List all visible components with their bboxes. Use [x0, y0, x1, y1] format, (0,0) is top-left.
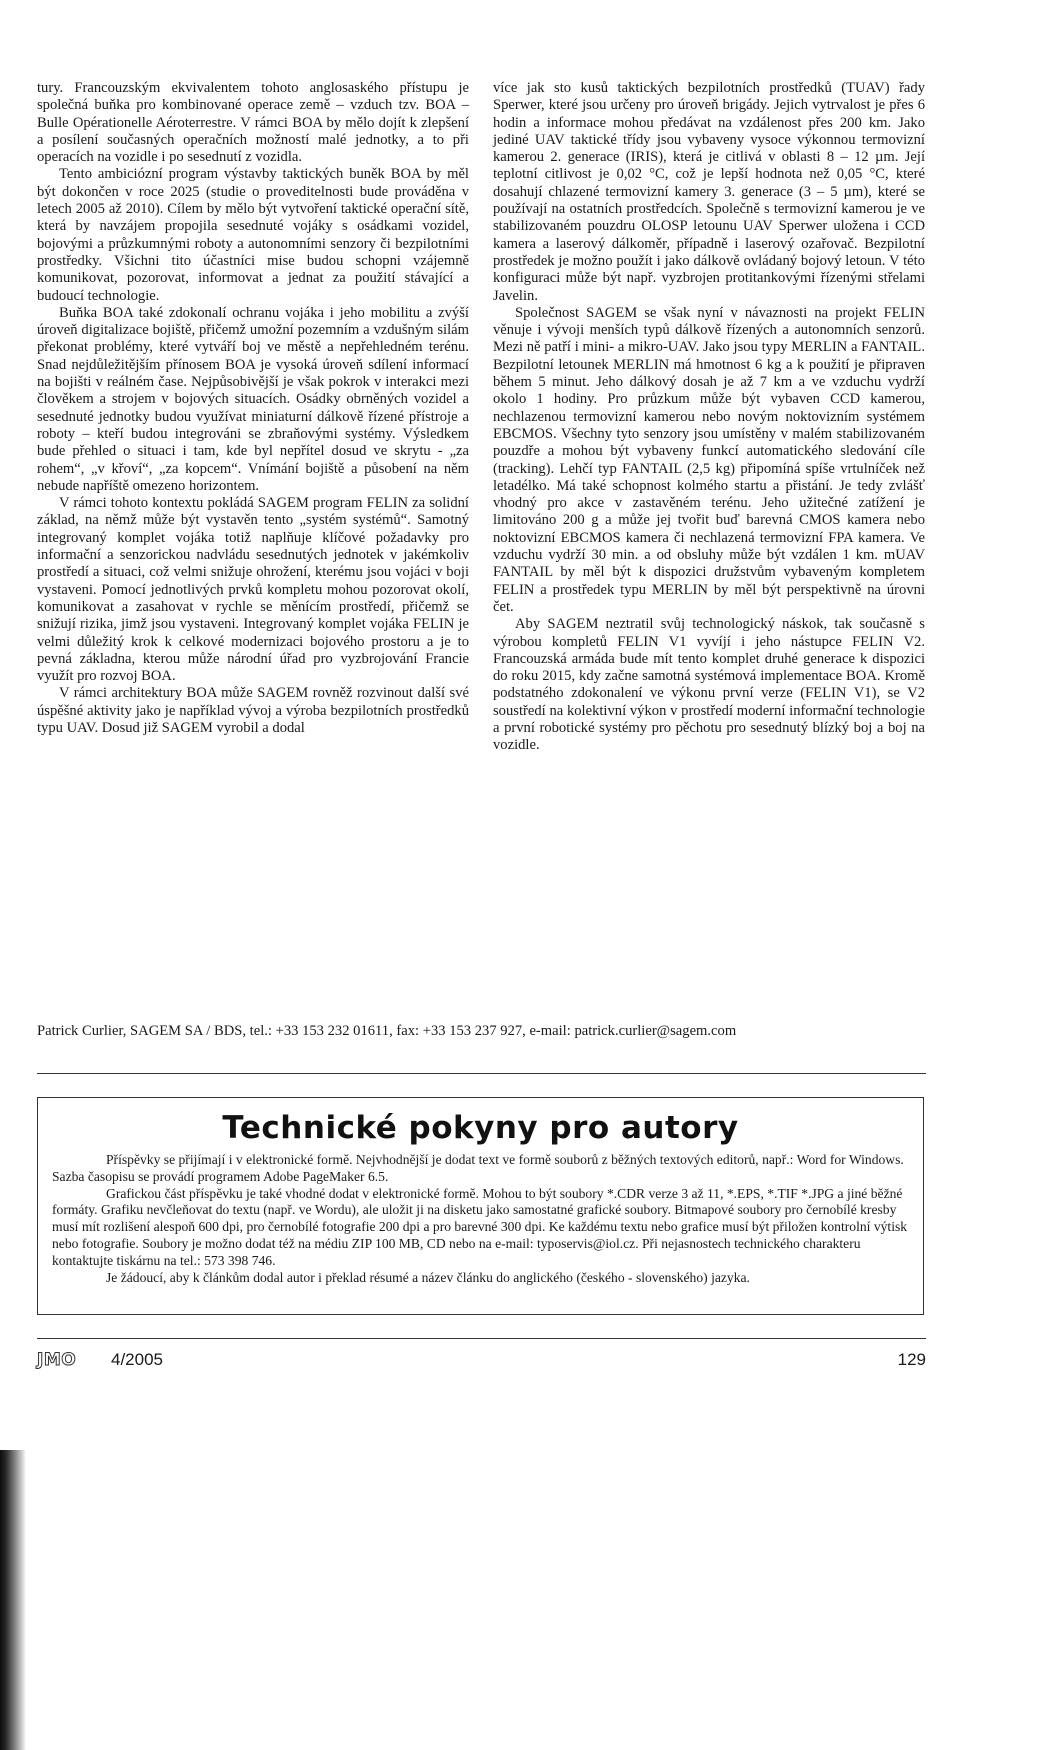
divider-bottom — [37, 1338, 926, 1339]
page-footer — [37, 1350, 926, 1374]
box-paragraph: Grafickou část příspěvku je také vhodné dodat v elektronické formě. Mohou to být soubory *.CDR verze 3 až 11, *.EPS, *.TIF *.JPG a jiné běžné formáty. Grafiku nevčleňovat do textu (např. ve Wordu), ale uložit ji na disketu jako samostatné grafické soubory. Bitmapové soubory pro černobílé kresby musí mít rozlišení alespoň 600 dpi, pro černobílé fotografie 200 dpi a pro barevné 300 dpi. Ke každému textu nebo grafice musí být přiložen kontrolní výtisk nebo fotografie. Soubory je možno dodat též na médiu ZIP 100 MB, CD nebo na e-mail: typoservis@iol.cz. Při nejasnostech technického charakteru kontaktujte tiskárnu na tel.: 573 398 746. — [52, 1185, 908, 1268]
scan-edge-shadow — [0, 1450, 26, 1750]
right-column — [493, 80, 925, 820]
box-title: Technické pokyny pro autory — [222, 1110, 739, 1146]
paragraph: Společnost SAGEM se však nyní v návaznosti na projekt FELIN věnuje i vývoji menších typů dálkově řízených a autonomních senzorů. Mezi ně patří i mini- a mikro-UAV. Jako jsou typy MERLIN a FANTAIL. Bezpilotní letounek MERLIN má hmotnost 6 kg a k použití je připraven během 5 minut. Jeho dálkový dosah je až 7 km a ve vzduchu vydrží okolo 1 hodiny. Pro průzkum může být vybaven CCD kamerou, nechlazenou termovizní kamerou nebo novým noktovizním systémem EBCMOS. Všechny tyto senzory jsou umístěny v malém stabilizovaném pouzdře a mohou být vybaveny funkcí automatického sledování cíle (tracking). Lehčí typ FANTAIL (2,5 kg) připomíná spíše vrtulníček než letadélko. Má také schopnost kolmého startu a přistání. Je tedy zvlášť vhodný pro akce v zastavěném terénu. Jeho užitečné zatížení je limitováno 200 g a může jej tvořit buď barevná CMOS kamera nebo noktovizní EBCMOS kamera či nechlazená termovizní FPA kamera. Ve vzduchu vydrží 30 min. a od obsluhy může být vzdálen 1 km. mUAV FANTAIL by měl být k dispozici družstvům vybaveným kompletem FELIN a prostředek typu MERLIN by měl být perspektivně na úrovni čet. — [493, 304, 925, 615]
paragraph: Buňka BOA také zdokonalí ochranu vojáka i jeho mobilitu a zvýší úroveň digitalizace bojiště, přičemž umožní pozemním a vzdušným silám překonat problémy, které vytváří boj ve městě a nepřehledném terénu. Snad nejdůležitějším přínosem BOA je vysoká úroveň sdílení informací na bojišti v reálném čase. Nejpůsobivější je však pokrok v interakci mezi člověkem a strojem v bojových situacích. Osádky obrněných vozidel a sesednuté jednotky budou využívat miniaturní dálkově řízené přístroje a roboty – kteří budou integrováni se zbraňovými systémy. Výsledkem bude přehled o situaci i tam, kde byl nepřítel dosud ve skrytu - „za rohem“, „v křoví“, „za kopcem“. Vnímání bojiště a působení na něm nebude napříště omezeno horizontem. — [37, 304, 469, 494]
article-body — [37, 80, 925, 820]
author-contact: Patrick Curlier, SAGEM SA / BDS, tel.: +33 153 232 01611, fax: +33 153 237 927, e-mail: patrick.curlier@sagem.com — [37, 1023, 737, 1039]
paragraph: Aby SAGEM neztratil svůj technologický náskok, tak současně s výrobou kompletů FELIN V1 vyvíjí i jeho nástupce FELIN V2. Francouzská armáda bude mít tento komplet druhé generace k dispozici do roku 2015, kdy začne samotná systémová implementace BOA. Kromě podstatného zdokonalení ve výkonu první verze (FELIN V1), se V2 soustředí na kolektivní výkon v prostředí moderní informační technologie a první robotické systémy pro pěchotu pro sesednutý blízký boj a boj na vozidle. — [493, 616, 925, 754]
author-guidelines-box — [37, 1097, 924, 1315]
paragraph: V rámci tohoto kontextu pokládá SAGEM program FELIN za solidní základ, na němž může být vystavěn tento „systém systémů“. Samotný integrovaný komplet vojáka totiž naplňuje klíčové požadavky pro informační a senzorickou nadvládu sesednutých jednotek v jakémkoliv prostředí a situaci, což velmi snižuje ohrožení, kterému jsou vojáci v boji vystaveni. Pomocí jednotlivých prvků kompletu mohou pozorovat okolí, komunikovat a zasahovat v rychle se měnícím prostředí, přičemž se snižují rizika, jimž jsou vystaveni. Integrovaný komplet vojáka FELIN je velmi důležitý krok k celkové modernizaci bojového prostoru a je to pevná základna, kterou může národní úřad pro vyzbrojování Francie využít pro rozvoj BOA. — [37, 495, 469, 685]
journal-logo: JMO — [37, 1350, 77, 1370]
paragraph: více jak sto kusů taktických bezpilotních prostředků (TUAV) řady Sperwer, které jsou určeny pro úroveň brigády. Jejich vytrvalost je přes 6 hodin a informace mohou předávat na vzdálenost přes 200 km. Jako jediné UAV taktické třídy jsou vybaveny vysoce výkonnou termovizní kamerou 2. generace (IRIS), která je citlivá v oblasti 8 – 12 µm. Její teplotní citlivost je 0,02 °C, což je lepší hodnota než 0,05 °C, které dosahují chlazené termovizní kamery 3. generace (3 – 5 µm), které se používají na ostatních prostředcích. Společně s termovizní kamerou je ve stabilizovaném pouzdru OLOSP letounu UAV Sperwer uložena i CCD kamera a laserový dálkoměr, případně i laserový ozařovač. Bezpilotní prostředek je možno použít i jako dálkově ovládaný bojový letoun. V této konfiguraci může být např. vyzbrojen protitankovými řízenými střelami Javelin. — [493, 80, 925, 304]
paragraph: V rámci architektury BOA může SAGEM rovněž rozvinout další své úspěšné aktivity jako je například vývoj a výroba bezpilotních prostředků typu UAV. Dosud již SAGEM vyrobil a dodal — [37, 685, 469, 736]
box-paragraph: Je žádoucí, aby k článkům dodal autor i překlad résumé a název článku do anglického (českého - slovenského) jazyka. — [106, 1269, 750, 1285]
page-number: 129 — [897, 1350, 926, 1369]
issue-number: 4/2005 — [111, 1350, 163, 1369]
box-paragraph: Příspěvky se přijímají i v elektronické formě. Nejvhodnější je dodat text ve formě souborů z běžných textových editorů, např.: Word for Windows. Sazba časopisu se provádí programem Adobe PageMaker 6.5. — [52, 1152, 904, 1184]
paragraph: tury. Francouzským ekvivalentem tohoto anglosaského přístupu je společná buňka pro kombinované operace země – vzduch tzv. BOA – Bulle Opérationelle Aéroterrestre. V rámci BOA by mělo dojít k zlepšení a posílení současných operačních možností malé jednotky, a to při operacích na vozidle i po sesednutí z vozidla. — [37, 80, 469, 166]
divider-top — [37, 1073, 926, 1074]
left-column — [37, 80, 469, 820]
paragraph: Tento ambiciózní program výstavby taktických buněk BOA by měl být dokončen v roce 2025 (studie o proveditelnosti bude prováděna v letech 2005 až 2010). Cílem by mělo být vytvoření taktické operační sítě, která by navzájem propojila sesednuté vojáky s osádkami vozidel, bojovými a průzkumnými roboty a autonomními senzory či bezpilotními prostředky. Všichni tito účastníci mise budou schopni vzájemně komunikovat, pozorovat, informovat a jednat za použití stávající a budoucí technologie. — [37, 166, 469, 304]
